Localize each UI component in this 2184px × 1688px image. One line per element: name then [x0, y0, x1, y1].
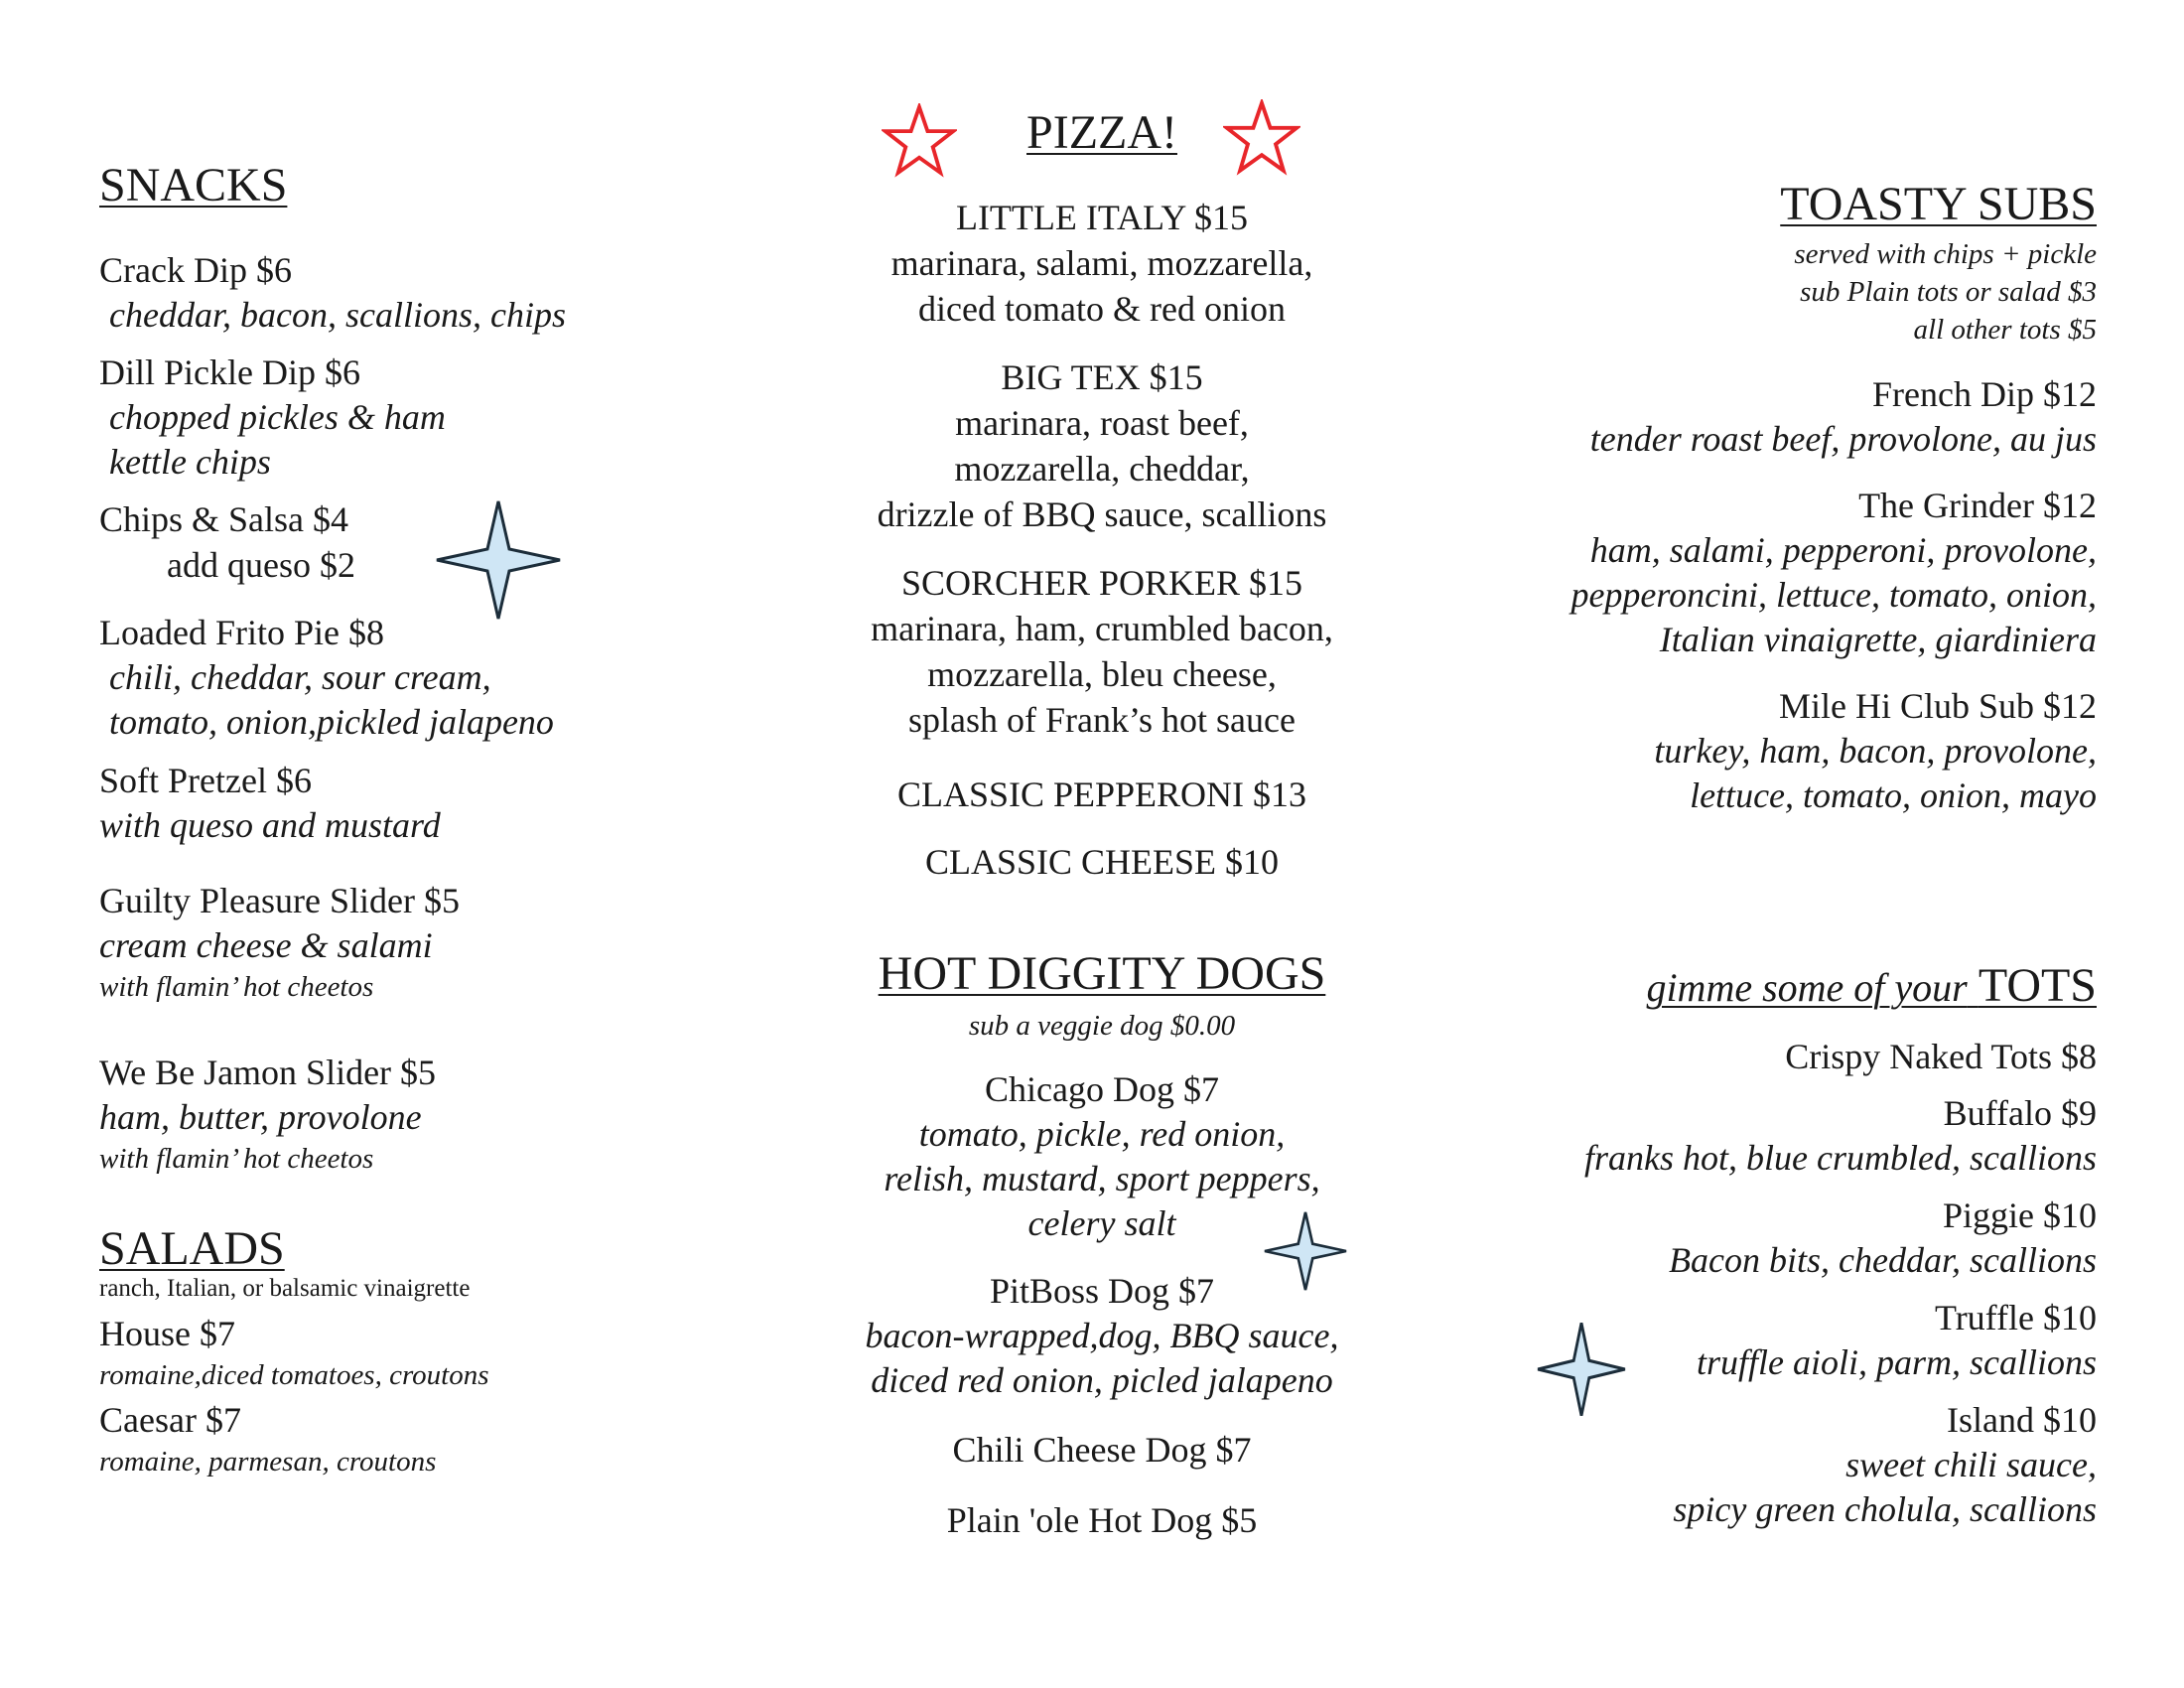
menu-item-chicago-dog: Chicago Dog $7 tomato, pickle, red onion, relish, mustard, sport peppers, celery salt	[884, 1069, 1320, 1243]
menu-item-french-dip: French Dip $12 tender roast beef, provolone, au jus	[1589, 374, 2097, 459]
menu-item-scorcher-porker: SCORCHER PORKER $15 marinara, ham, crumbled bacon, mozzarella, bleu cheese, splash of Frank’s hot sauce	[871, 563, 1333, 740]
menu-item-dill-pickle-dip: Dill Pickle Dip $6 chopped pickles & ham kettle chips	[99, 352, 446, 482]
menu-item-jamon-slider: We Be Jamon Slider $5 ham, butter, provolone with flamin’ hot cheetos	[99, 1053, 437, 1175]
veggie-dog-note: sub a veggie dog $0.00	[968, 1010, 1236, 1042]
red-star-icon	[1223, 99, 1300, 177]
menu-item-little-italy: LITTLE ITALY $15 marinara, salami, mozzarella, diced tomato & red onion	[890, 198, 1313, 329]
tots-heading	[1646, 959, 2097, 1012]
menu-item-crack-dip: Crack Dip $6 cheddar, bacon, scallions, chips	[99, 250, 566, 335]
menu-item-buffalo-tots: Buffalo $9 franks hot, blue crumbled, scallions	[1584, 1093, 2097, 1178]
tots-heading-plain: TOTS	[1978, 959, 2097, 1012]
menu-item-caesar-salad: Caesar $7 romaine, parmesan, croutons	[99, 1400, 437, 1477]
menu-item-mile-hi-club: Mile Hi Club Sub $12 turkey, ham, bacon, provolone, lettuce, tomato, onion, mayo	[1654, 686, 2097, 815]
menu-item-grinder: The Grinder $12 ham, salami, pepperoni, provolone, pepperoncini, lettuce, tomato, onion, Italian vinaigrette, giardiniera	[1570, 486, 2097, 659]
menu-item-big-tex: BIG TEX $15 marinara, roast beef, mozzarella, cheddar, drizzle of BBQ sauce, scallions	[877, 357, 1327, 534]
pizza-heading: PIZZA!	[1026, 106, 1177, 159]
menu-item-house-salad: House $7 romaine,diced tomatoes, croutons	[99, 1314, 489, 1391]
salads-heading: SALADS	[99, 1222, 285, 1275]
menu-item-plain-hot-dog: Plain 'ole Hot Dog $5	[946, 1500, 1258, 1540]
menu-item-chili-cheese-dog: Chili Cheese Dog $7	[952, 1430, 1252, 1470]
hot-dogs-heading: HOT DIGGITY DOGS	[878, 947, 1326, 1000]
menu-item-classic-pepperoni: CLASSIC PEPPERONI $13	[896, 774, 1307, 814]
menu-item-soft-pretzel: Soft Pretzel $6 with queso and mustard	[99, 761, 441, 845]
tots-heading-italic: gimme some of your	[1646, 965, 1968, 1010]
blue-sparkle-icon	[1536, 1321, 1627, 1418]
menu-item-piggie-tots: Piggie $10 Bacon bits, cheddar, scallions	[1669, 1196, 2097, 1280]
snacks-heading: SNACKS	[99, 159, 288, 211]
subs-heading: TOASTY SUBS	[1780, 178, 2097, 230]
blue-sparkle-icon	[1263, 1209, 1348, 1293]
menu-item-guilty-pleasure-slider: Guilty Pleasure Slider $5 cream cheese & salami with flamin’ hot cheetos	[99, 881, 460, 1003]
menu-item-pitboss-dog: PitBoss Dog $7 bacon-wrapped,dog, BBQ sauce, diced red onion, picled jalapeno	[865, 1271, 1339, 1400]
menu-item-island-tots: Island $10 sweet chili sauce, spicy green cholula, scallions	[1673, 1400, 2097, 1529]
menu-item-chips-salsa: Chips & Salsa $4 add queso $2	[99, 499, 355, 585]
subs-notes: served with chips + pickle sub Plain tots or salad $3 all other tots $5	[1794, 238, 2097, 346]
menu-item-classic-cheese: CLASSIC CHEESE $10	[924, 842, 1280, 882]
menu-item-frito-pie: Loaded Frito Pie $8 chili, cheddar, sour cream, tomato, onion,pickled jalapeno	[99, 613, 554, 742]
menu-item-crispy-naked-tots: Crispy Naked Tots $8	[1785, 1037, 2097, 1076]
salad-dressing-note: ranch, Italian, or balsamic vinaigrette	[99, 1275, 471, 1302]
red-star-icon	[882, 103, 957, 179]
menu-item-truffle-tots: Truffle $10 truffle aioli, parm, scallions	[1696, 1298, 2097, 1382]
blue-sparkle-icon	[434, 498, 563, 622]
